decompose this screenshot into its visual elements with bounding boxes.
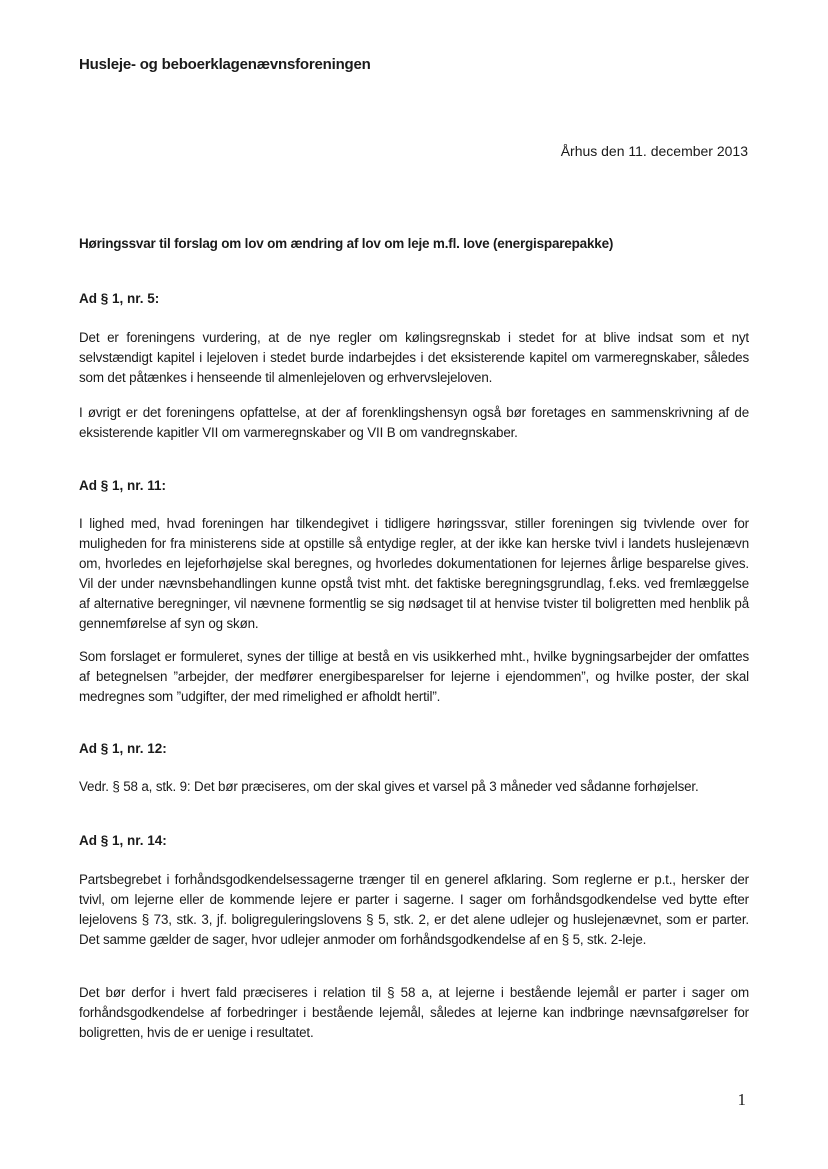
section-heading: Ad § 1, nr. 14: xyxy=(79,833,167,848)
section-heading: Ad § 1, nr. 12: xyxy=(79,741,167,756)
paragraph: Partsbegrebet i forhåndsgodkendelsessagerne trænger til en generel afklaring. Som reglerne er p.t., hersker der tvivl, om lejerne eller de kommende lejere er parter i sagerne. I sager om forhåndsgodkendelse ved bytte efter lejelovens § 73, stk. 3, jf. boligreguleringslovens § 5, stk. 2, er det alene udlejer og huslejenævnet, som er parter. Det samme gælder de sager, hvor udlejer anmoder om forhåndsgodkendelse af en § 5, stk. 2-leje. xyxy=(79,872,749,947)
paragraph: Som forslaget er formuleret, synes der tillige at bestå en vis usikkerhed mht., hvilke bygningsarbejder der omfattes af betegnelsen ”arbejder, der medfører energibesparelser for lejerne i ejendommen”, og hvilke poster, der skal medregnes som ”udgifter, der med rimelighed er afholdt hertil”. xyxy=(79,649,749,704)
paragraph: Det bør derfor i hvert fald præciseres i relation til § 58 a, at lejerne i bestående lejemål er parter i sager om forhåndsgodkendelse af forbedringer i bestående lejemål, således at lejerne kan indbringe nævnsafgørelser for boligretten, hvis de er uenige i resultatet. xyxy=(79,985,749,1040)
paragraph: Det er foreningens vurdering, at de nye regler om kølingsregnskab i stedet for at blive indsat som et nyt selvstændigt kapitel i lejeloven i stedet burde indarbejdes i det eksisterende kapitel om varmeregnskaber, således som det påtænkes i henseende til almenlejeloven og erhvervslejeloven. xyxy=(79,330,749,385)
paragraph: I øvrigt er det foreningens opfattelse, at der af forenklingshensyn også bør foretages en sammenskrivning af de eksisterende kapitler VII om varmeregnskaber og VII B om vandregnskaber. xyxy=(79,405,749,440)
subject-heading: Høringssvar til forslag om lov om ændring af lov om leje m.fl. love (energisparepakke) xyxy=(79,236,614,251)
page-number: 1 xyxy=(737,1090,746,1109)
paragraph: I lighed med, hvad foreningen har tilkendegivet i tidligere høringssvar, stiller foreningen sig tvivlende over for muligheden for fra ministerens side at opstille så entydige regler, at der ikke kan herske tvivl i landets huslejenævn om, hvorledes en lejeforhøjelse skal beregnes, og hvorledes dokumentationen for lejernes årlige besparelse gives. Vil der under nævnsbehandlingen kunne opstå tvist mht. det faktiske beregningsgrundlag, f.eks. ved fremlæggelse af alternative beregninger, vil nævnene formentlig se sig nødsaget til at henvise tvister til boligretten med henblik på gennemførelse af syn og skøn. xyxy=(79,516,749,631)
organization-name: Husleje- og beboerklagenævnsforeningen xyxy=(79,56,371,73)
section-heading: Ad § 1, nr. 11: xyxy=(79,478,167,493)
letter-date: Århus den 11. december 2013 xyxy=(560,143,748,159)
section-heading: Ad § 1, nr. 5: xyxy=(79,291,160,306)
paragraph: Vedr. § 58 a, stk. 9: Det bør præciseres, om der skal gives et varsel på 3 måneder ved sådanne forhøjelser. xyxy=(79,779,699,794)
